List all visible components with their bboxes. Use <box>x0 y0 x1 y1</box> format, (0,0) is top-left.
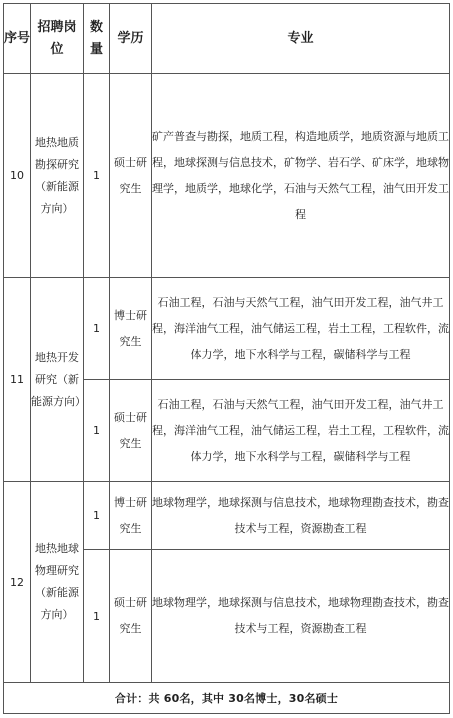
position-cell: 地热地球物理研究（新能源方向） <box>31 482 84 683</box>
degree-cell: 硕士研究生 <box>110 380 152 482</box>
count-cell: 1 <box>84 380 110 482</box>
table-row <box>4 74 450 278</box>
row-number: 11 <box>4 278 31 482</box>
row-number: 10 <box>4 74 31 278</box>
recruitment-table <box>3 3 450 714</box>
position-cell: 地热开发研究（新能源方向） <box>31 278 84 482</box>
count-cell: 1 <box>84 550 110 683</box>
header-row <box>4 4 450 74</box>
degree-cell: 博士研究生 <box>110 278 152 380</box>
major-cell: 石油工程，石油与天然气工程，油气田开发工程，油气井工程，海洋油气工程，油气储运工程，岩土工程，工程软件，流体力学，地下水科学与工程，碳储科学与工程 <box>152 380 450 482</box>
header-degree: 学历 <box>110 4 152 74</box>
count-cell: 1 <box>84 74 110 278</box>
header-count: 数量 <box>84 4 110 74</box>
total-row <box>4 683 450 714</box>
degree-cell: 硕士研究生 <box>110 550 152 683</box>
count-cell: 1 <box>84 278 110 380</box>
count-cell: 1 <box>84 482 110 550</box>
table-row <box>4 278 450 380</box>
row-number: 12 <box>4 482 31 683</box>
header-major: 专业 <box>152 4 450 74</box>
degree-cell: 硕士研究生 <box>110 74 152 278</box>
major-cell: 石油工程，石油与天然气工程，油气田开发工程，油气井工程，海洋油气工程，油气储运工程，岩土工程，工程软件，流体力学，地下水科学与工程，碳储科学与工程 <box>152 278 450 380</box>
header-no: 序号 <box>4 4 31 74</box>
major-cell: 矿产普查与勘探，地质工程，构造地质学，地质资源与地质工程，地球探测与信息技术，矿物学、岩石学、矿床学，地球物理学，地质学，地球化学，石油与天然气工程，油气田开发工程 <box>152 74 450 278</box>
table-row <box>4 482 450 550</box>
header-position: 招聘岗位 <box>31 4 84 74</box>
major-cell: 地球物理学，地球探测与信息技术，地球物理勘查技术，勘查技术与工程，资源勘查工程 <box>152 550 450 683</box>
total-summary: 合计：共 60名，其中 30名博士，30名硕士 <box>4 683 450 714</box>
degree-cell: 博士研究生 <box>110 482 152 550</box>
position-cell: 地热地质勘探研究（新能源方向） <box>31 74 84 278</box>
major-cell: 地球物理学，地球探测与信息技术，地球物理勘查技术，勘查技术与工程，资源勘查工程 <box>152 482 450 550</box>
